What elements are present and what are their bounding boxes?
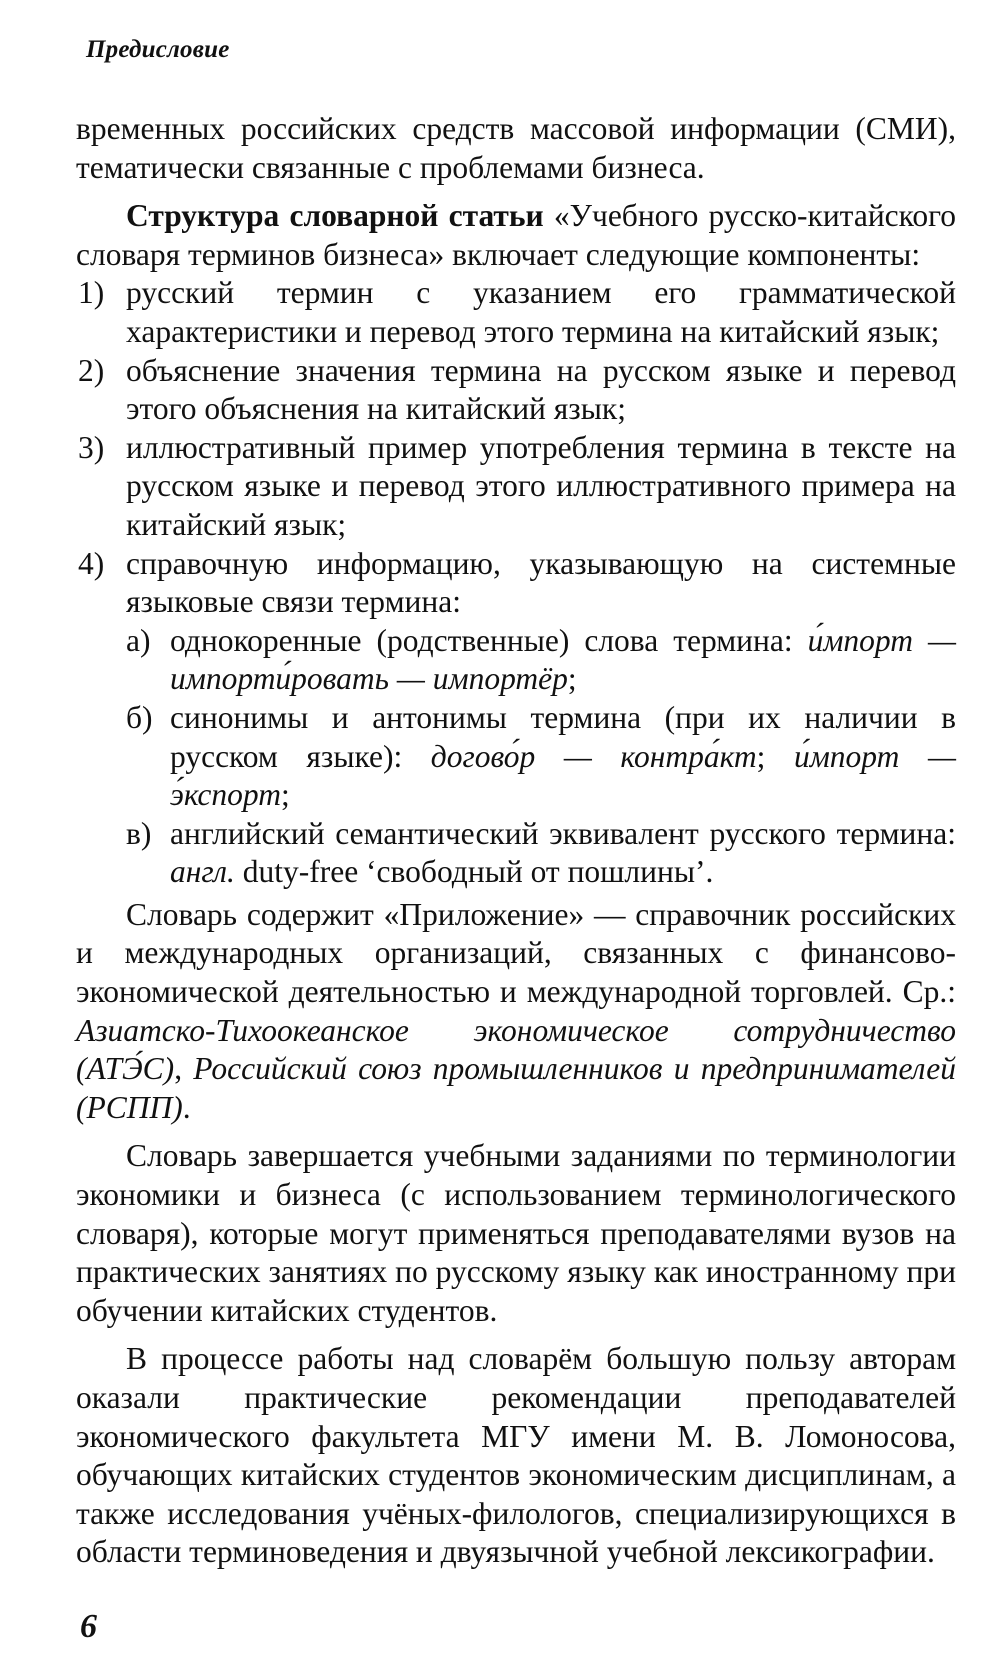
appendix-org-2-abbr: (РСПП) xyxy=(76,1089,183,1125)
sublist-rest: duty-free ‘свободный от пошлины’. xyxy=(234,854,714,890)
list-text: иллюстративный пример употребления термина в тексте на русском языке и перевод этого иллюстративного примера на китайский язык; xyxy=(126,429,956,542)
appendix-end: . xyxy=(182,1089,191,1125)
page-number: 6 xyxy=(80,1608,97,1645)
structure-rest: «Учебного русско-китайского словаря терминов бизнеса» включает следующие компоненты: xyxy=(76,198,956,272)
paragraph-intro-continuation: временных российских средств массовой информации (СМИ), тематически связанные с проблемами бизнеса. xyxy=(76,111,956,185)
body-text xyxy=(76,110,956,1572)
list-number: 1) xyxy=(78,275,105,311)
appendix-org-2: Российский союз промышленников и предпринимателей xyxy=(193,1051,956,1087)
sublist-end: ; xyxy=(281,777,290,813)
appendix-text: Словарь содержит «Приложение» — справочник российских и международных организаций, связанных с финансово-экономической деятельностью и международной торговлей. Ср.: xyxy=(76,896,956,1010)
appendix-separator: , xyxy=(174,1051,194,1087)
sublist-item-b xyxy=(76,699,956,815)
sublist-letter: а) xyxy=(126,622,151,658)
sublist-separator: ; xyxy=(756,738,794,774)
list-item-2 xyxy=(76,352,956,429)
sublist-example-synonyms: догово́р — контра́кт xyxy=(430,738,757,774)
sublist-letter: в) xyxy=(126,815,152,851)
sublist-text: английский семантический эквивалент русского термина: xyxy=(170,815,956,851)
list-text: русский термин с указанием его грамматической характеристики и перевод этого термина на китайский язык; xyxy=(126,275,956,349)
appendix-org-1: Азиатско-Тихоокеанское экономическое сотрудничество xyxy=(76,1012,956,1048)
sublist-item-a xyxy=(76,622,956,699)
sublist-example-antonyms: и́мпорт — э́кспорт xyxy=(170,738,956,813)
sublist-item-c xyxy=(76,815,956,892)
sublist-end: ; xyxy=(567,661,577,697)
paragraph-structure xyxy=(76,197,956,274)
sublist-text: однокоренные (родственные) слова термина: xyxy=(170,622,808,658)
list-text: справочную информацию, указывающую на системные языковые связи термина: xyxy=(126,545,956,620)
list-item-3 xyxy=(76,429,956,545)
appendix-org-1-abbr: (АТЭ́С) xyxy=(76,1051,175,1087)
sublist-examples: и́мпорт — импорти́ровать — импортёр xyxy=(170,622,956,697)
list-item-4 xyxy=(76,545,956,622)
list-number: 2) xyxy=(78,352,105,388)
paragraph-appendix xyxy=(76,896,956,1128)
running-head: Предисловие xyxy=(86,36,230,63)
sublist-abbreviation: англ. xyxy=(170,854,235,890)
list-text: объяснение значения термина на русском языке и перевод этого объяснения на китайский язык; xyxy=(126,352,956,427)
list-number: 4) xyxy=(78,545,105,581)
list-item-1 xyxy=(76,274,956,351)
paragraph-thanks: В процессе работы над словарём большую пользу авторам оказали практические рекомендации преподавателей экономического факультета МГУ имени М. В. Ломоносова, обучающих китайских студентов экономическим дисциплинам, а также исследования учёных-филологов, специализирующихся в области терминоведения и двуязычной учебной лексикографии. xyxy=(76,1341,956,1570)
structure-bold-lead: Структура словарной статьи xyxy=(126,198,544,234)
paragraph-tasks: Словарь завершается учебными заданиями по терминологии экономики и бизнеса (с использованием терминологического словаря), которые могут применяться преподавателями вузов на практических занятиях по русскому языку как иностранному при обучении китайских студентов. xyxy=(76,1138,956,1328)
sublist-text: синонимы и антонимы термина (при их наличии в русском языке): xyxy=(170,699,956,774)
sublist-letter: б) xyxy=(126,699,153,735)
list-number: 3) xyxy=(78,429,105,465)
